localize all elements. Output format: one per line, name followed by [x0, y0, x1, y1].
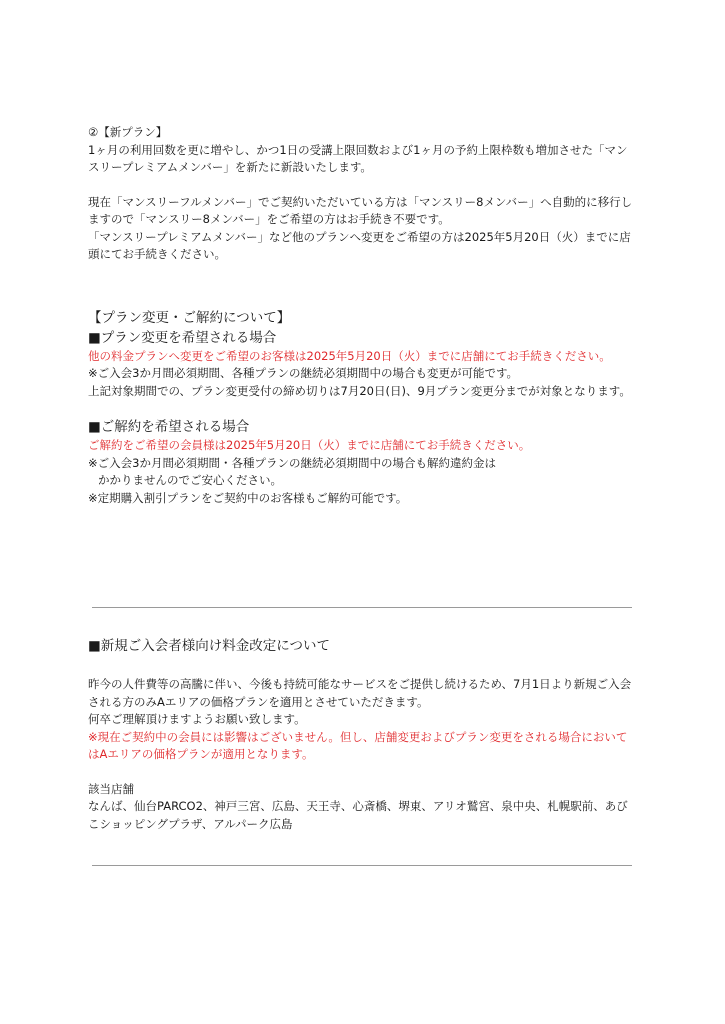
stores-list: なんば、仙台PARCO2、神戸三宮、広島、天王寺、心斎橋、堺東、アリオ鷲宮、泉中央、札幌駅前、あびこショッピングプラザ、アルパーク広島 — [88, 799, 628, 831]
new-plan-heading: ②【新プラン】 — [88, 125, 168, 139]
cancel-title: ■ご解約を希望される場合 — [88, 419, 250, 435]
plan-change-note: ※ご入会3か月間必須期間、各種プランの継続必須期間中の場合も変更が可能です。 — [88, 366, 519, 380]
plan-change-section-title: 【プラン変更・ご解約について】 — [88, 309, 291, 326]
cancel-note-2: かかりませんのでご安心ください。 — [98, 473, 282, 487]
price-revision-notice: ※現在ご契約中の会員には影響はございません。但し、店舗変更およびプラン変更をされる場合においてはAエリアの価格プランが適用となります。 — [88, 729, 628, 761]
plan-change-deadline: 上記対象期間での、プラン変更受付の締め切りは7月20日(日)、9月プラン変更分までが対象となります。 — [88, 383, 631, 398]
price-revision-body: 昨今の人件費等の高騰に伴い、今後も持続可能なサービスをご提供し続けるため、7月1日より新規ご入会される方のみAエリアの価格プランを適用とさせていただきます。 — [88, 677, 632, 709]
cancel-note-1: ※ご入会3か月間必須期間・各種プランの継続必須期間中の場合も解約違約金は — [88, 455, 496, 470]
new-plan-description: 1ヶ月の利用回数を更に増やし、かつ1日の受講上限回数および1ヶ月の予約上限枠数も増加させた「マンスリープレミアムメンバー」を新たに新設いたします。 — [88, 142, 628, 174]
cancel-note-3: ※定期購入割引プランをご契約中のお客様もご解約可能です。 — [88, 490, 408, 505]
plan-change-title: ■プラン変更を希望される場合 — [88, 329, 277, 346]
migration-text-2: 「マンスリープレミアムメンバー」など他のプランへ変更をご希望の方は2025年5月20日（火）までに店頭にてお手続きください。 — [88, 229, 631, 261]
cancel-notice: ご解約をご希望の会員様は2025年5月20日（火）までに店舗にてお手続きください。 — [88, 438, 531, 452]
divider-2 — [92, 865, 632, 866]
stores-label: 該当店舗 — [88, 781, 134, 796]
price-revision-title: ■新規ご入会者様向け料金改定について — [88, 638, 330, 654]
plan-change-notice: 他の料金プランへ変更をご希望のお客様は2025年5月20日（火）までに店舗にてお手続きください。 — [88, 348, 611, 363]
price-revision-section — [88, 636, 638, 833]
divider-1 — [92, 607, 632, 608]
document-page — [88, 124, 638, 507]
migration-text-1: 現在「マンスリーフルメンバー」でご契約いただいている方は「マンスリー8メンバー」へ自動的に移行しますので「マンスリー8メンバー」をご希望の方はお手続き不要です。 — [88, 194, 633, 226]
price-revision-request: 何卒ご理解頂けますようお願い致します。 — [88, 712, 306, 726]
